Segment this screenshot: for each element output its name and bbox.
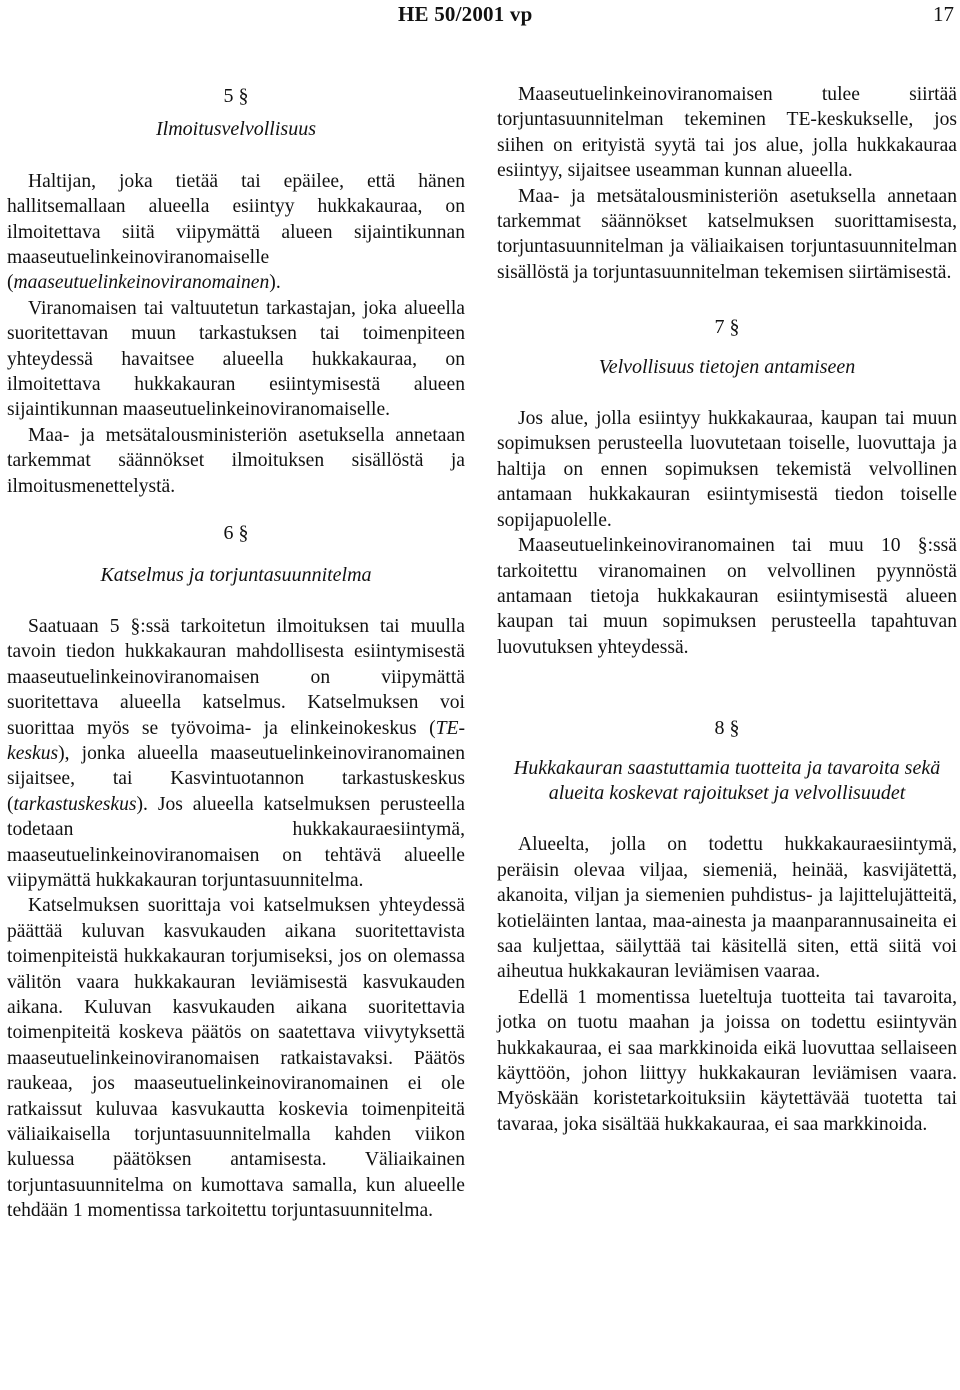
page-number: 17 [933, 2, 954, 26]
section-7-paragraph-1: Jos alue, jolla esiintyy hukkakauraa, kaupan tai muun sopimuksen perusteella luovutetaan toiselle, luovuttaja ja haltija on ennen sopimuksen tekemistä velvollinen antamaan hukkakauran esiintymisestä tiedon toiselle sopijapuolelle. [497, 408, 957, 531]
section-7-title: Velvollisuus tietojen antamiseen [598, 355, 856, 378]
section-5-title: Ilmoitusvelvollisuus [156, 118, 316, 141]
section-6-paragraph-3: Maaseutuelinkeinoviranomaisen tulee siirtää torjuntasuunnitelman tekeminen TE-keskukselle, jos siihen on erityistä syytä tai jos alue, jolla hukkakauraa esiintyy, sijaitsee useamman kunnan alueella. [497, 84, 957, 182]
section-7-paragraph-2: Maaseutuelinkeinoviranomainen tai muu 10 §:ssä tarkoitettu viranomainen on velvollinen pyynnöstä antamaan tietoja hukkakauran esiintymisestä alueen kaupan tai muun sopimuksen perusteella tapahtuvan luovutuksen yhteydessä. [497, 535, 957, 658]
section-6-paragraph-2: Katselmuksen suorittaja voi katselmuksen yhteydessä päättää kuluvan kasvukauden aikana suoritettavista toimenpiteistä hukkakauran torjumiseksi, jos on olemassa välitön vaara hukkakauran leviämisestä kasvukauden aikana. Kuluvan kasvukauden aikana suoritettavia toimenpiteitä koskeva päätös on saatettava viivytyksettä maaseutuelinkeinoviranomaisen ratkaistavaksi. Päätös raukeaa, jos maaseutuelinkeinoviranomainen ei ole ratkaissut kuluvaa kasvukautta koskevia toimenpiteitä väliaikaisella torjuntasuunnitelmalla kahden viikon kuluessa päätöksen antamisesta. Väliaikainen torjuntasuunnitelma on kumottava samalla, kun alueelle tehdään 1 momentissa tarkoitettu torjuntasuunnitelma. [7, 895, 465, 1222]
section-5-number: 5 § [223, 85, 249, 107]
section-6-paragraph-1: Saatuaan 5 §:ssä tarkoitetun ilmoituksen tai muulla tavoin tiedon hukkakauran mahdollisesta esiintymisestä maaseutuelinkeinoviranomaisen on viipymättä suoritettava alueella katselmus. Katselmuksen voi suorittaa myös se työvoima- ja elinkeinokeskus (TE-keskus), jonka alueella maaseutuelinkeinoviranomainen sijaitsee, tai Kasvintuotannon tarkastuskeskus (tarkastuskeskus). Jos alueella katselmuksen perusteella todetaan hukkakauraesiintymä, maaseutuelinkeinoviranomaisen on tehtävä alueelle viipymättä hukkakauran torjuntasuunnitelma. [7, 615, 465, 891]
section-6-paragraph-4: Maa- ja metsätalousministeriön asetuksella annetaan tarkemmat säännökset katselmuksen suorittamisesta, torjuntasuunnitelman ja väliaikaisen torjuntasuunnitelman sisällöstä ja torjuntasuunnitelman tekemisen siirtämisestä. [497, 185, 957, 283]
document-title: HE 50/2001 vp [398, 2, 533, 26]
section-7-number: 7 § [714, 316, 740, 339]
page-header [0, 2, 960, 32]
section-8-paragraph-1: Alueelta, jolla on todettu hukkakauraesiintymä, peräisin olevaa viljaa, siemeniä, heinää, kasvijätettä, akanoita, viljan ja siemenien puhdistus- ja lajittelujätteitä, kotieläinten lantaa, maa-ainesta ja maanparannusaineita ei saa kuljettaa, säilyttää tai käsitellä siten, että siitä voi aiheutua hukkakauran leviämisen vaaraa. [497, 834, 957, 983]
section-6-number: 6 § [223, 522, 249, 545]
section-8-number: 8 § [714, 717, 740, 740]
section-8-paragraph-2: Edellä 1 momentissa lueteltuja tuotteita tai tavaroita, jotka on tuotu maahan ja joissa on todettu esiintyvän hukkakauraa, ei saa markkinoida eikä luovuttaa sellaiseen käyttöön, johon liittyy hukkakauran leviämisen vaara. Myöskään koristetarkoituksiin käytettävää tuotetta tai tavaraa, joka sisältää hukkakauraa, ei saa markkinoida. [497, 986, 957, 1135]
section-6-title: Katselmus ja torjuntasuunnitelma [100, 563, 372, 586]
section-5-paragraph-3: Maa- ja metsätalousministeriön asetuksella annetaan tarkemmat säännökset ilmoituksen sisällöstä ja ilmoitusmenettelystä. [7, 424, 465, 497]
right-column [497, 82, 957, 1137]
section-8-title: Hukkakauran saastuttamia tuotteita ja tavaroita sekä alueita koskevat rajoitukset ja velvollisuudet [513, 756, 941, 804]
section-5-paragraph-2: Viranomaisen tai valtuutetun tarkastajan, joka alueella suoritettavan muun tarkastuksen tai toimenpiteen yhteydessä havaitsee alueella hukkakauraa, on ilmoitettava hukkakauran esiintymisestä alueen sijaintikunnan maaseutuelinkeinoviranomaiselle. [7, 297, 465, 421]
section-5-paragraph-1: Haltijan, joka tietää tai epäilee, että hänen hallitsemallaan alueella esiintyy hukkakauraa, on ilmoitettava siitä viipymättä alueen sijaintikunnan maaseutuelinkeinoviranomaiselle (maaseutuelinkeinoviranomainen). [7, 170, 465, 294]
left-column [7, 82, 465, 1224]
